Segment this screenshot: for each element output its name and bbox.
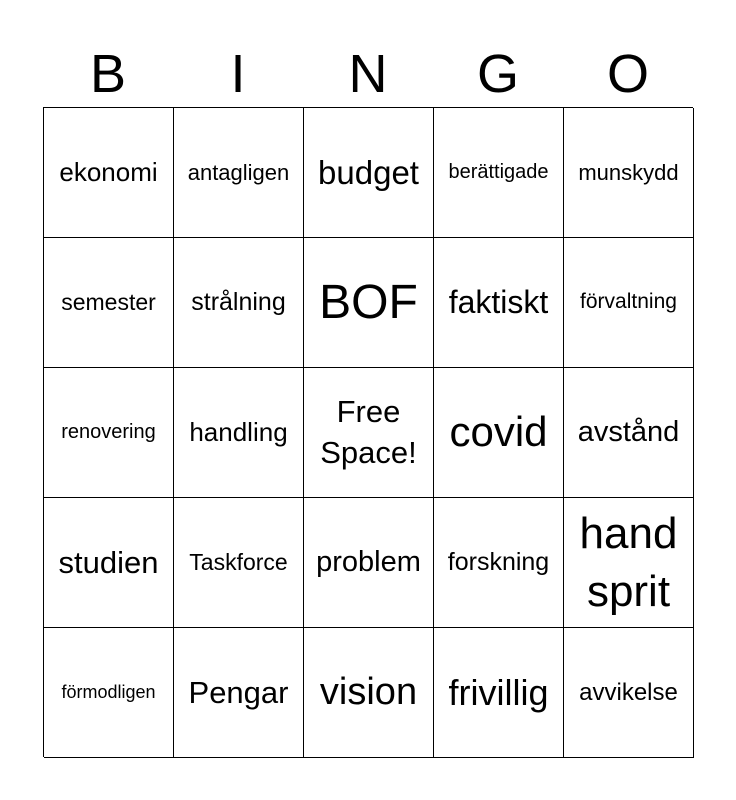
bingo-cell[interactable] (564, 108, 694, 238)
bingo-cell[interactable] (44, 238, 174, 368)
cell-label: Taskforce (189, 549, 288, 576)
bingo-cell[interactable] (44, 368, 174, 498)
cell-label: forskning (447, 548, 550, 577)
bingo-cell[interactable] (44, 108, 174, 238)
bingo-cell[interactable] (564, 238, 694, 368)
cell-label: BOF (319, 275, 418, 329)
cell-label: ekonomi (59, 156, 158, 187)
header-letter-i: I (230, 44, 246, 104)
bingo-cell[interactable] (174, 498, 304, 628)
header-letter-b: B (89, 44, 127, 104)
cell-label: problem (316, 545, 421, 578)
header-letter-o: O (606, 44, 649, 104)
cell-label: avstånd (577, 415, 680, 448)
bingo-cell[interactable] (174, 368, 304, 498)
bingo-cell[interactable] (44, 498, 174, 628)
bingo-cell[interactable] (174, 238, 304, 368)
bingo-cell[interactable] (434, 108, 564, 238)
bingo-cell[interactable] (564, 628, 694, 758)
cell-label: antagligen (187, 159, 290, 185)
header-letter-g: G (476, 44, 519, 104)
cell-label: frivillig (448, 671, 549, 713)
bingo-cell[interactable] (434, 238, 564, 368)
bingo-cell[interactable] (304, 628, 434, 758)
bingo-cell[interactable] (44, 628, 174, 758)
cell-label: strålning (191, 288, 286, 317)
bingo-cell[interactable] (434, 498, 564, 628)
cell-label: hand sprit (579, 509, 678, 616)
cell-label: avvikelse (579, 678, 678, 706)
bingo-cell[interactable] (304, 498, 434, 628)
cell-label: handling (189, 416, 288, 447)
cell-label: budget (318, 153, 419, 191)
cell-label: förvaltning (580, 290, 677, 314)
bingo-cell[interactable] (434, 368, 564, 498)
bingo-cell[interactable] (304, 108, 434, 238)
free-space-label: Free Space! (320, 394, 417, 470)
bingo-cell[interactable] (434, 628, 564, 758)
cell-label: covid (449, 408, 548, 456)
cell-label: faktiskt (448, 284, 549, 321)
bingo-cell[interactable] (564, 368, 694, 498)
cell-label: vision (319, 670, 418, 713)
cell-label: Pengar (188, 674, 289, 710)
cell-label: studien (58, 544, 159, 580)
bingo-cell[interactable] (174, 628, 304, 758)
bingo-header (43, 40, 693, 108)
cell-label: renovering (61, 421, 156, 443)
bingo-cell[interactable] (564, 498, 694, 628)
cell-label: förmodligen (61, 682, 156, 703)
header-letter-n: N (348, 44, 388, 104)
bingo-cell[interactable] (174, 108, 304, 238)
cell-label: berättigade (448, 161, 549, 183)
bingo-cell[interactable] (304, 238, 434, 368)
free-space-cell[interactable] (304, 368, 434, 498)
cell-label: semester (61, 289, 156, 316)
cell-label: munskydd (578, 159, 679, 185)
bingo-board (43, 107, 693, 757)
